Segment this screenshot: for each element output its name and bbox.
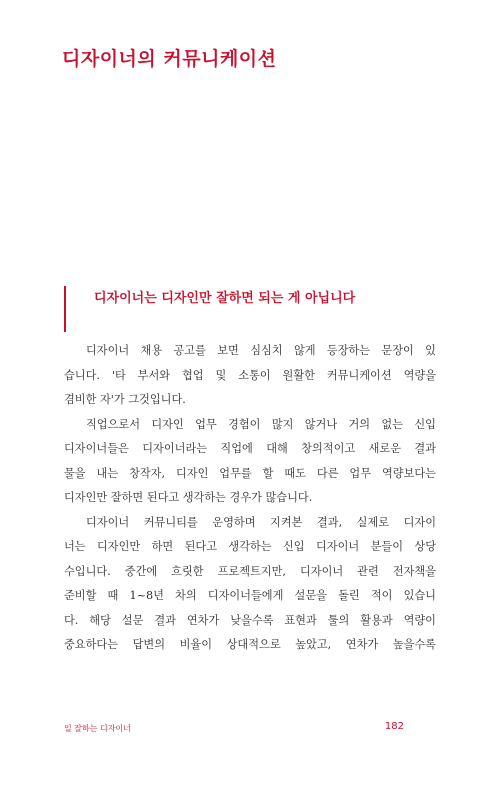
chapter-title: 디자이너의 커뮤니케이션 (62, 48, 277, 70)
page-number: 182 (384, 721, 404, 732)
body-line: 습니다. '타 부서와 협업 및 소통이 원활한 커뮤니케이션 역량을 (64, 368, 436, 382)
body-line: 수입니다. 중간에 흐릿한 프로젝트지만, 디자이너 관련 전자책을 (64, 564, 436, 578)
body-line: 디자이너들은 디자이너라는 직업에 대해 창의적이고 새로운 결과 (64, 442, 436, 455)
body-line: 겸비한 자'가 그것입니다. (64, 393, 186, 406)
body-line: 직업으로서 디자인 업무 경험이 많지 않거나 거의 없는 신입 (86, 417, 436, 431)
body-line: 중요하다는 답변의 비율이 상대적으로 높았고, 연차가 높을수록 (64, 638, 436, 651)
body-line: 디자이너 커뮤니티를 운영하며 지켜본 결과, 실제로 디자이 (86, 515, 436, 529)
running-footer-book-title: 일 잘하는 디자이너 (64, 724, 131, 733)
body-line: 디자인만 잘하면 된다고 생각하는 경우가 많습니다. (64, 491, 313, 504)
body-text (64, 339, 436, 658)
body-line: 준비할 때 1~8년 차의 디자이너들에게 설문을 돌린 적이 있습니 (64, 589, 436, 602)
body-line: 디자이너 채용 공고를 보면 심심치 않게 등장하는 문장이 있 (86, 344, 436, 357)
body-line: 물을 내는 창작자, 디자인 업무를 할 때도 다른 업무 역량보다는 (64, 466, 436, 480)
body-line: 너는 디자인만 하면 된다고 생각하는 신입 디자이너 분들이 상당 (64, 540, 436, 553)
section-title: 디자이너는 디자인만 잘하면 되는 게 아닙니다 (94, 291, 356, 306)
section-accent-bar (64, 286, 66, 332)
body-line: 다. 해당 설문 결과 연차가 낮을수록 표현과 툴의 활용과 역량이 (64, 613, 436, 627)
